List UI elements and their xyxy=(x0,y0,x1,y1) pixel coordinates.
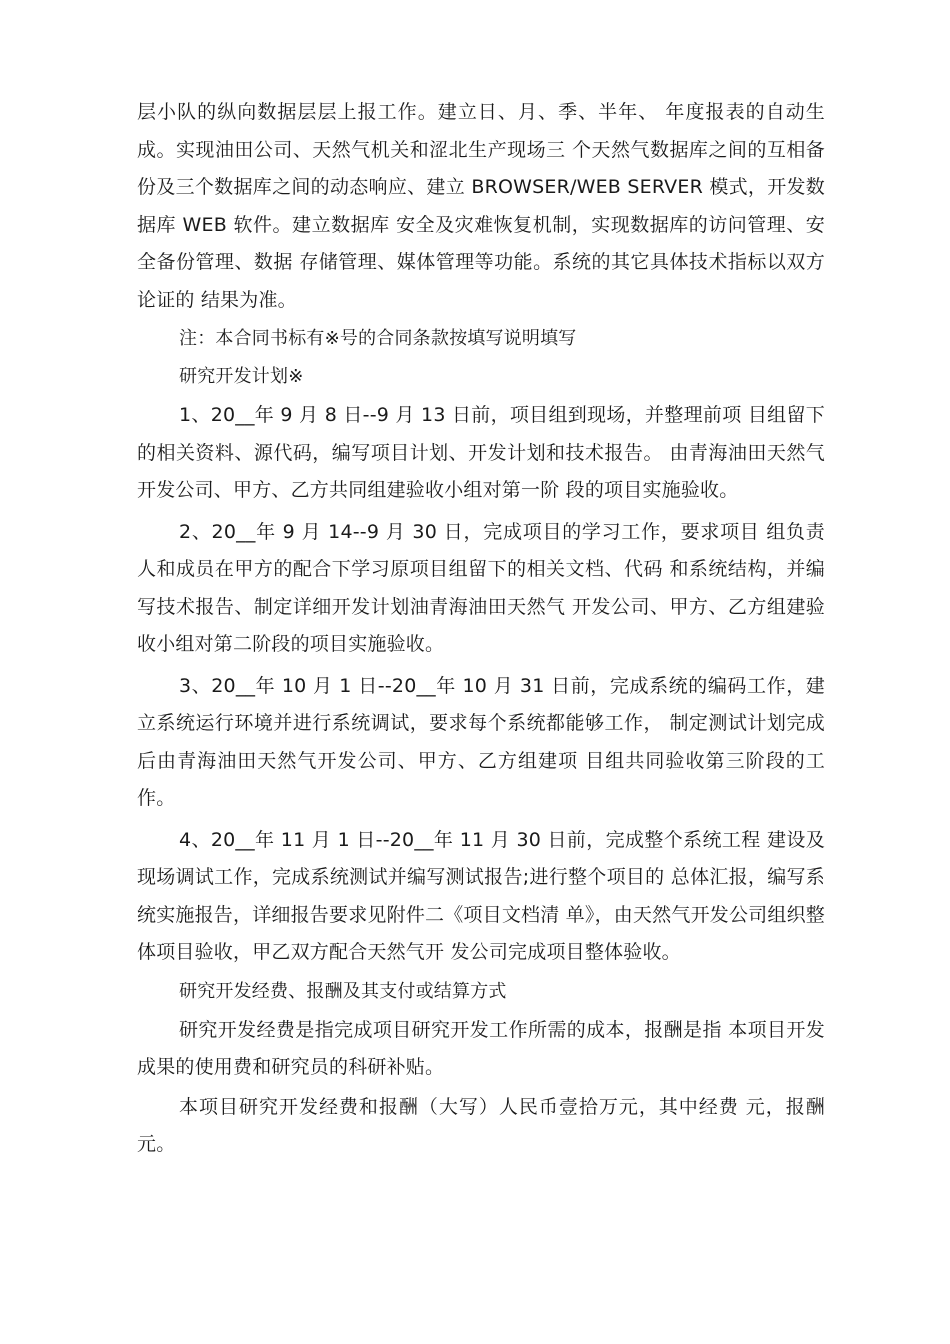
paragraph-note: 注：本合同书标有※号的合同条款按填写说明填写 xyxy=(179,328,577,349)
plan-item-2: 2、20__年 9 月 14--9 月 30 日，完成项目的学习工作，要求项目 组负责人和成员在甲方的配合下学习原项目组留下的相关文档、代码 和系统结构，并编写技术报告、制定详细开发计划油青海油田天然气 开发公司、甲方、乙方组建验收小组对第二阶段的项目实施验收。 xyxy=(137,520,825,655)
plan-item-1: 1、20__年 9 月 8 日--9 月 13 日前，项目组到现场，并整理前项 目组留下的相关资料、源代码，编写项目计划、开发计划和技术报告。 由青海油田天然气开发公司、甲方、乙方共同组建验收小组对第一阶 段的项目实施验收。 xyxy=(137,404,825,501)
section-heading-rd-plan: 研究开发计划※ xyxy=(179,366,304,387)
paragraph-system-requirements: 层小队的纵向数据层层上报工作。建立日、月、季、半年、 年度报表的自动生成。实现油田公司、天然气机关和涩北生产现场三 个天然气数据库之间的互相备份及三个数据库之间的动态响应、建立 BROWSER/WEB SERVER 模式，开发数据库 WEB 软件。建立数据库 安全及灾难恢复机制，实现数据库的访问管理、安全备份管理、数据 存储管理、媒体管理等功能。系统的其它具体技术指标以双方论证的 结果为准。 xyxy=(137,101,825,311)
document-body xyxy=(137,94,825,1164)
plan-item-3: 3、20__年 10 月 1 日--20__年 10 月 31 日前，完成系统的编码工作，建立系统运行环境并进行系统调试，要求每个系统都能够工作， 制定测试计划完成后由青海油田天然气开发公司、甲方、乙方组建项 目组共同验收第三阶段的工作。 xyxy=(137,674,825,809)
section-heading-funding: 研究开发经费、报酬及其支付或结算方式 xyxy=(179,980,507,1002)
plan-item-4: 4、20__年 11 月 1 日--20__年 11 月 30 日前，完成整个系统工程 建设及现场调试工作，完成系统测试并编写测试报告;进行整个项目的 总体汇报，编写系统实施报告，详细报告要求见附件二《项目文档清 单》，由天然气开发公司组织整体项目验收，甲乙双方配合天然气开 发公司完成项目整体验收。 xyxy=(137,828,825,963)
paragraph-funding-definition: 研究开发经费是指完成项目研究开发工作所需的成本，报酬是指 本项目开发成果的使用费和研究员的科研补贴。 xyxy=(137,1018,825,1078)
paragraph-funding-amount: 本项目研究开发经费和报酬（大写）人民币壹拾万元，其中经费 元，报酬元。 xyxy=(137,1095,825,1155)
